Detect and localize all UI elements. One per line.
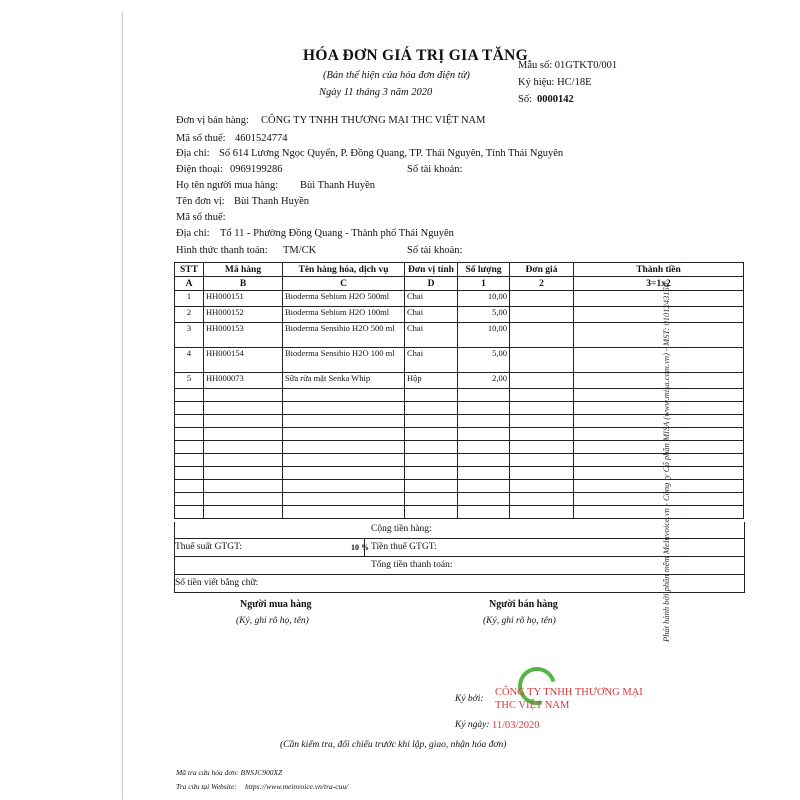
lookup-site-label: Tra cứu tại Website: — [176, 782, 237, 791]
items-table — [174, 262, 744, 519]
table-row — [175, 291, 744, 307]
row-code: HH000151 — [204, 291, 283, 307]
row-name: Bioderma Sebium H2O 500ml — [283, 291, 405, 307]
subtotal-label: Cộng tiền hàng: — [371, 524, 432, 534]
in-words-row — [175, 574, 744, 592]
letter-b: B — [204, 277, 283, 291]
header-qty: Số lượng — [458, 263, 510, 277]
row-qty: 10,00 — [458, 323, 510, 348]
row-name: Bioderma Sensibio H2O 500 ml — [283, 323, 405, 348]
signed-by-label: Ký bởi: — [455, 694, 484, 704]
seller-phone-label: Điện thoại: — [176, 164, 223, 175]
table-row — [175, 323, 744, 348]
buyer-name: Bùi Thanh Huyền — [300, 180, 376, 191]
row-unit: Hộp — [405, 373, 458, 389]
row-unit: Chai — [405, 323, 458, 348]
seller-unit-label: Đơn vị bán hàng: — [176, 115, 249, 126]
row-amount — [574, 323, 744, 348]
row-price — [510, 348, 574, 373]
row-unit: Chai — [405, 348, 458, 373]
letter-a: A — [175, 277, 204, 291]
header-price: Đơn giá — [510, 263, 574, 277]
seller-signature-sub: (Ký, ghi rõ họ, tên) — [483, 616, 556, 626]
grand-total-label: Tổng tiền thanh toán: — [371, 560, 453, 570]
seller-tax-code: 4601524774 — [235, 133, 288, 144]
table-row — [175, 373, 744, 389]
buyer-address-label: Địa chỉ: — [176, 228, 210, 239]
vat-rate: 10 % — [351, 543, 369, 552]
buyer-name-label: Họ tên người mua hàng: — [176, 180, 279, 191]
row-code: HH000154 — [204, 348, 283, 373]
header-stt: STT — [175, 263, 204, 277]
row-unit: Chai — [405, 307, 458, 323]
empty-row — [175, 428, 744, 441]
signed-date: 11/03/2020 — [492, 720, 540, 731]
row-stt: 1 — [175, 291, 204, 307]
empty-row — [175, 441, 744, 454]
buyer-address: Tổ 11 - Phường Đồng Quang - Thành phố Thái Nguyên — [220, 228, 454, 239]
vat-amount-label: Tiền thuế GTGT: — [371, 542, 437, 552]
publisher-side-note: Phát hành bởi phần mềm MeInvoice.vn - Công ty Cổ phần MISA (www.misa.com.vn) - MST: 0101243150 — [661, 282, 671, 642]
empty-row — [175, 493, 744, 506]
lookup-code: Mã tra cứu hóa đơn: BNSJC900XZ — [176, 768, 283, 777]
row-stt: 4 — [175, 348, 204, 373]
buyer-tax-label: Mã số thuế: — [176, 212, 226, 223]
invoice-date: Ngày 11 tháng 3 năm 2020 — [319, 87, 433, 98]
empty-row — [175, 480, 744, 493]
seller-unit: CÔNG TY TNHH THƯƠNG MẠI THC VIỆT NAM — [261, 115, 486, 126]
buyer-unit: Bùi Thanh Huyền — [234, 196, 310, 207]
row-code: HH000153 — [204, 323, 283, 348]
letter-c: C — [283, 277, 405, 291]
empty-row — [175, 454, 744, 467]
buyer-signature-title: Người mua hàng — [240, 599, 312, 610]
empty-row — [175, 415, 744, 428]
letter-3: 3=1x2 — [574, 277, 744, 291]
buyer-account-label: Số tài khoản: — [407, 245, 463, 256]
buyer-signature-sub: (Ký, ghi rõ họ, tên) — [236, 616, 309, 626]
row-unit: Chai — [405, 291, 458, 307]
header-unit: Đơn vị tính — [405, 263, 458, 277]
row-qty: 5,00 — [458, 307, 510, 323]
seller-tax-label: Mã số thuế: — [176, 133, 226, 144]
header-name: Tên hàng hóa, dịch vụ — [283, 263, 405, 277]
letter-2: 2 — [510, 277, 574, 291]
signed-date-label: Ký ngày: — [455, 720, 490, 730]
invoice-symbol: Ký hiệu: HC/18E — [518, 77, 592, 88]
invoice-title: HÓA ĐƠN GIÁ TRỊ GIA TĂNG — [303, 47, 528, 64]
seller-account-label: Số tài khoản: — [407, 164, 463, 175]
row-amount — [574, 373, 744, 389]
empty-row — [175, 402, 744, 415]
in-words-label: Số tiền viết bằng chữ: — [175, 578, 259, 588]
row-stt: 3 — [175, 323, 204, 348]
row-qty: 2,00 — [458, 373, 510, 389]
invoice-number: 0000142 — [537, 94, 574, 105]
row-code: HH000152 — [204, 307, 283, 323]
payment-method: TM/CK — [283, 245, 317, 256]
seller-address: Số 614 Lương Ngọc Quyến, P. Đồng Quang, TP. Thái Nguyên, Tỉnh Thái Nguyên — [219, 148, 564, 159]
subtotal-row — [175, 522, 744, 538]
row-price — [510, 323, 574, 348]
seller-address-label: Địa chỉ: — [176, 148, 210, 159]
signed-by-line1: CÔNG TY TNHH THƯƠNG MẠI — [495, 687, 643, 698]
letter-1: 1 — [458, 277, 510, 291]
header-code: Mã hàng — [204, 263, 283, 277]
vat-row — [175, 538, 744, 556]
seller-phone: 0969199286 — [230, 164, 283, 175]
row-stt: 2 — [175, 307, 204, 323]
invoice-number-label: Số: — [518, 94, 533, 105]
signed-by-line2: THC VIỆT NAM — [495, 700, 570, 711]
row-code: HH000073 — [204, 373, 283, 389]
seller-signature-title: Người bán hàng — [489, 599, 558, 610]
vat-rate-label: Thuế suất GTGT: — [175, 542, 243, 552]
footer-note: (Cần kiểm tra, đối chiếu trước khi lập, giao, nhận hóa đơn) — [280, 740, 507, 750]
buyer-unit-label: Tên đơn vị: — [176, 196, 225, 207]
row-name: Bioderma Sensibio H2O 100 ml — [283, 348, 405, 373]
invoice-page — [122, 12, 683, 800]
row-price — [510, 291, 574, 307]
row-name: Sữa rửa mặt Senka Whip — [283, 373, 405, 389]
totals-block — [174, 522, 745, 593]
letter-d: D — [405, 277, 458, 291]
row-price — [510, 373, 574, 389]
row-amount — [574, 348, 744, 373]
empty-row — [175, 389, 744, 402]
payment-method-label: Hình thức thanh toán: — [176, 245, 268, 256]
row-qty: 5,00 — [458, 348, 510, 373]
header-amount: Thành tiền — [574, 263, 744, 277]
empty-row — [175, 467, 744, 480]
row-price — [510, 307, 574, 323]
table-row — [175, 348, 744, 373]
invoice-subtitle: (Bản thể hiện của hóa đơn điện tử) — [323, 70, 470, 81]
row-qty: 10,00 — [458, 291, 510, 307]
grand-total-row — [175, 556, 744, 574]
lookup-site-link[interactable]: https://www.meinvoice.vn/tra-cuu/ — [245, 782, 349, 791]
row-amount — [574, 291, 744, 307]
form-number: Mẫu số: 01GTKT0/001 — [518, 60, 618, 71]
row-name: Bioderma Sebium H2O 100ml — [283, 307, 405, 323]
row-amount — [574, 307, 744, 323]
table-row — [175, 307, 744, 323]
row-stt: 5 — [175, 373, 204, 389]
empty-row — [175, 506, 744, 519]
